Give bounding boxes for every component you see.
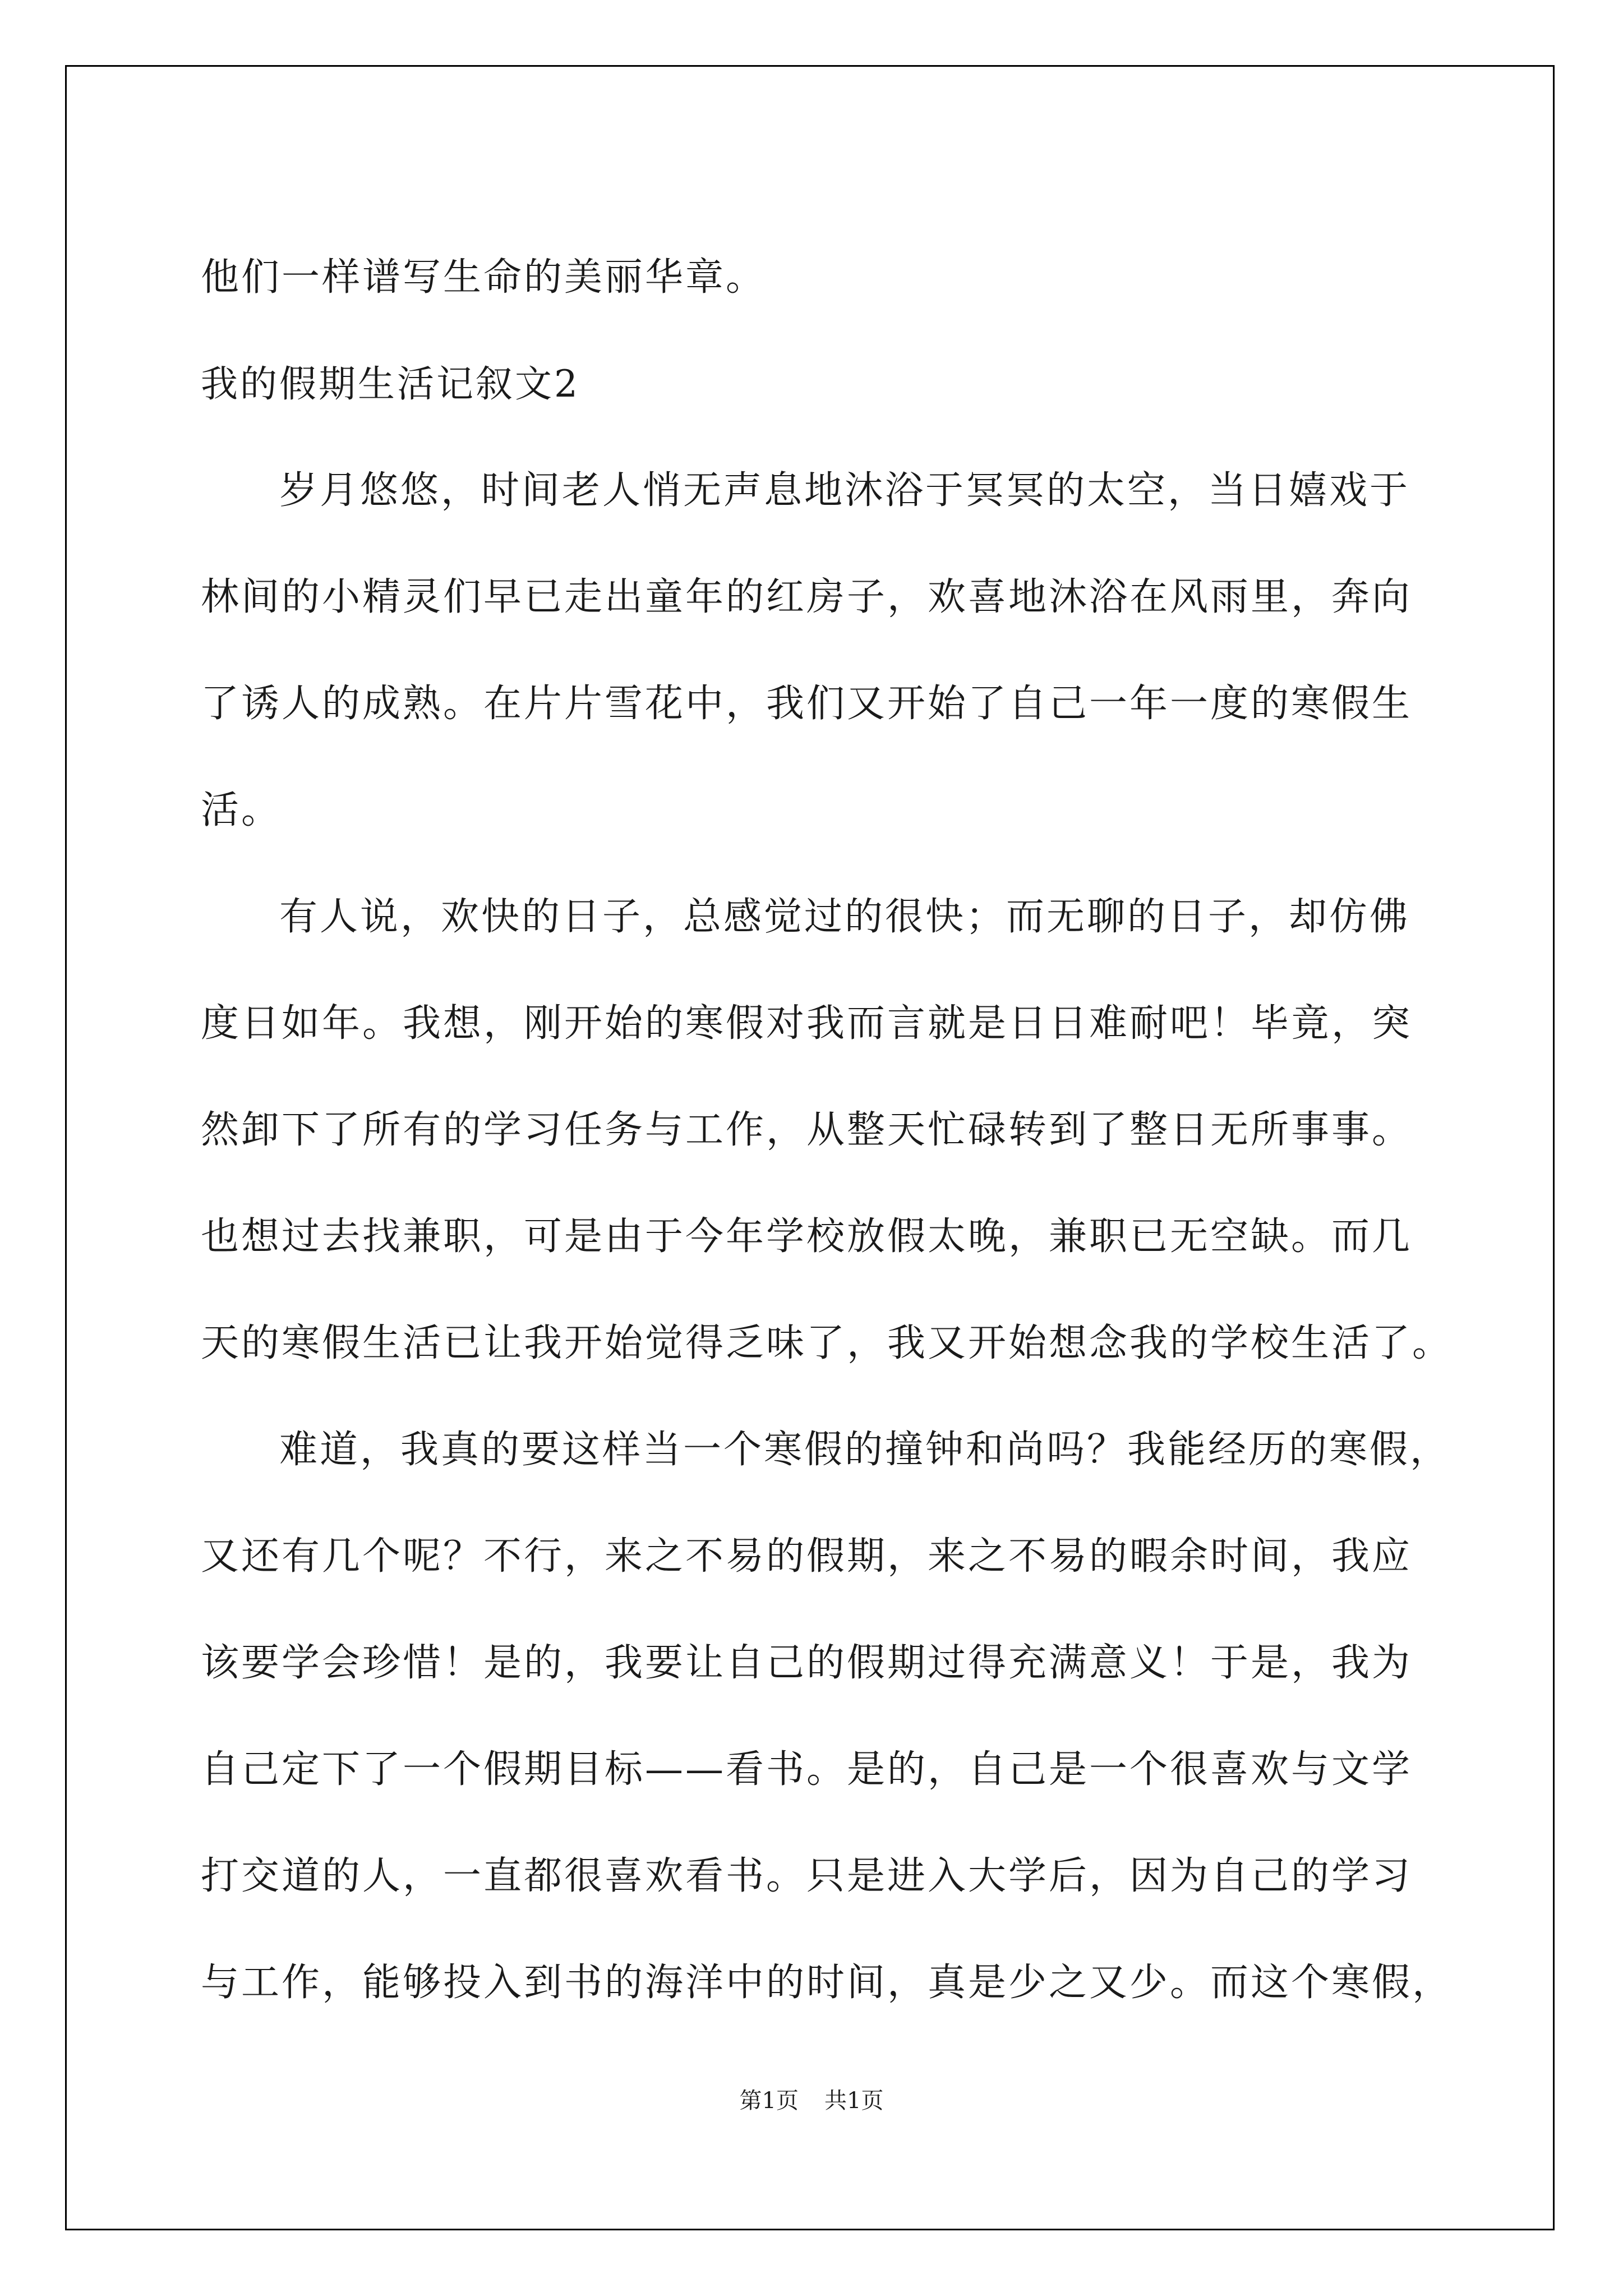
text-line: 岁月悠悠，时间老人悄无声息地沐浴于冥冥的太空，当日嬉戏于 — [279, 468, 1410, 513]
section-heading: 我的假期生活记叙文2 — [201, 362, 580, 406]
text-line: 自己定下了一个假期目标——看书。是的，自己是一个很喜欢与文学 — [201, 1747, 1413, 1792]
page-number: 第1页 — [739, 2088, 799, 2114]
text-line: 难道，我真的要这样当一个寒假的撞钟和尚吗？我能经历的寒假， — [279, 1428, 1451, 1472]
text-line: 有人说，欢快的日子，总感觉过的很快；而无聊的日子，却仿佛 — [279, 895, 1410, 939]
text-line: 该要学会珍惜！是的，我要让自己的假期过得充满意义！于是，我为 — [201, 1641, 1413, 1685]
paragraph — [201, 438, 1435, 864]
paragraph — [201, 1397, 1453, 2036]
page-footer — [0, 2083, 1623, 2115]
text-line: 然卸下了所有的学习任务与工作，从整天忙碌转到了整日无所事事。 — [201, 1108, 1413, 1152]
page-total: 共1页 — [824, 2088, 884, 2114]
text-line: 与工作，能够投入到书的海洋中的时间，真是少之又少。而这个寒假， — [201, 1961, 1453, 2005]
text-line: 活。 — [201, 788, 282, 832]
text-line: 林间的小精灵们早已走出童年的红房子，欢喜地沐浴在风雨里，奔向 — [201, 575, 1413, 619]
document-body — [201, 224, 1453, 2036]
text-line: 打交道的人，一直都很喜欢看书。只是进入大学后，因为自己的学习 — [201, 1854, 1413, 1898]
text-line: 度日如年。我想，刚开始的寒假对我而言就是日日难耐吧！毕竟，突 — [201, 1001, 1413, 1046]
text-line: 了诱人的成熟。在片片雪花中，我们又开始了自己一年一度的寒假生 — [201, 682, 1413, 726]
intro-line: 他们一样谱写生命的美丽华章。 — [201, 255, 767, 300]
text-line: 也想过去找兼职，可是由于今年学校放假太晚，兼职已无空缺。而几 — [201, 1214, 1413, 1259]
paragraph — [201, 864, 1453, 1397]
text-line: 又还有几个呢？不行，来之不易的假期，来之不易的暇余时间，我应 — [201, 1534, 1413, 1579]
text-line: 天的寒假生活已让我开始觉得乏味了，我又开始想念我的学校生活了。 — [201, 1321, 1453, 1365]
